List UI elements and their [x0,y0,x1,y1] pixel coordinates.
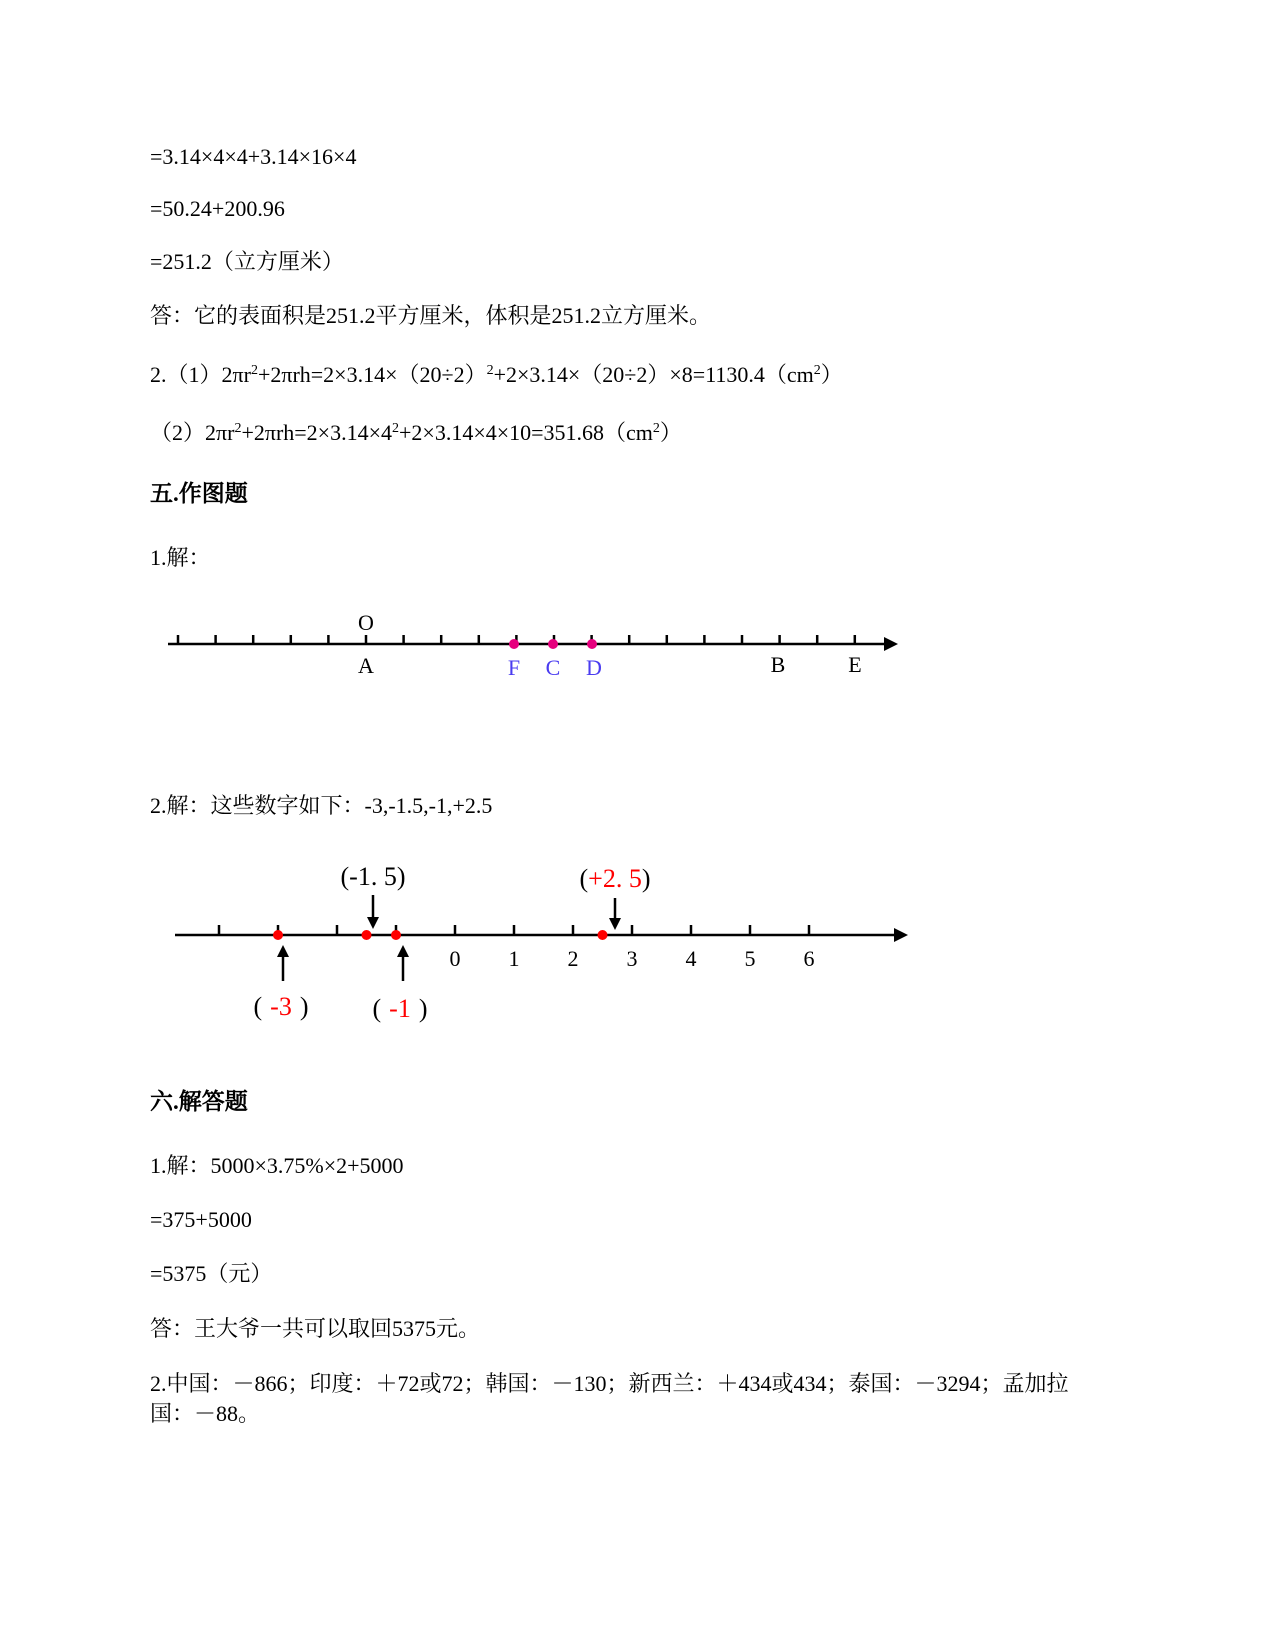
q2p2-sup2: 2 [392,421,399,436]
q2p2-c: +2×3.14×4×10=351.68（cm [399,420,653,445]
callout-m1-open: ( [372,994,382,1023]
axis-2-arrowhead [894,928,908,942]
label-C: C [545,655,561,680]
q2p2-b: +2πrh=2×3.14×4 [241,420,392,445]
section6-q1-line1: 1.解：5000×3.75%×2+5000 [150,1153,404,1178]
label-E: E [848,652,862,677]
section6-q1-line2: =375+5000 [150,1207,252,1232]
arrowhead-up-m3-icon [277,945,289,957]
q2p2-sup1: 2 [234,421,242,436]
q2p1-b: +2πrh=2×3.14×（20÷2） [257,362,487,387]
q2p2-a: （2）2πr [150,420,235,445]
number-line-1 [0,605,1275,705]
callout-m15-value: -1. 5 [349,862,397,891]
axis-2-tick-label: 1 [508,946,520,971]
q2p1-sup2: 2 [486,363,494,378]
axis-2-tick-label: 3 [626,946,638,971]
q2p2-sup3: 2 [652,421,660,436]
label-B: B [770,652,786,677]
axis-2-point [598,930,608,940]
callout-p25 [579,864,650,893]
q2-part1-line [150,362,843,388]
answer-line: 答：它的表面积是251.2平方厘米，体积是251.2立方厘米。 [150,303,712,328]
section5-heading: 五.作图题 [150,481,248,506]
axis-1 [168,637,898,651]
axis-2-tick-label: 5 [744,946,756,971]
axis-2-point [362,930,372,940]
calc-line-3: =251.2（立方厘米） [150,249,344,274]
calc-line-2: =50.24+200.96 [150,196,285,221]
calc-line-1: =3.14×4×4+3.14×16×4 [150,144,357,169]
callout-m15-open: ( [340,862,350,891]
section6-q1-answer: 答：王大爷一共可以取回5375元。 [150,1316,481,1341]
axis-2-tick-label: 4 [685,946,697,971]
arrowhead-up-m1-icon [397,945,409,957]
callout-m3-open: ( [253,992,263,1021]
axis-2-tick-labels [450,946,815,971]
section6-heading: 六.解答题 [150,1089,248,1114]
callout-m3 [253,992,308,1021]
callout-m1 [372,994,427,1023]
label-O: O [358,610,374,635]
q2p1-a: 2.（1）2πr [150,362,251,387]
section5-q2-label: 2.解：这些数字如下：-3,-1.5,-1,+2.5 [150,793,493,818]
callout-m1-value: -1 [389,994,411,1023]
point-C [548,639,558,649]
number-line-2 [0,855,1275,1030]
callout-m15 [340,862,405,891]
label-F: F [507,655,521,680]
label-A: A [358,653,374,678]
point-F [509,639,519,649]
callout-p25-open: ( [579,864,589,893]
q2-part2-line [150,420,682,446]
axis-2 [175,928,908,942]
q2p1-d: ） [820,362,843,387]
section5-q1-label: 1.解： [150,545,211,570]
callout-p25-value: +2. 5 [588,864,642,893]
axis-2-tick-label: 2 [567,946,579,971]
label-D: D [586,655,602,680]
callout-m3-close: ) [299,992,309,1021]
axis-2-tick-label: 0 [449,946,461,971]
q2p2-d: ） [659,420,682,445]
arrowhead-down-m15-icon [367,917,379,929]
arrowhead-down-p25-icon [609,918,621,930]
q2p1-sup3: 2 [813,363,821,378]
callout-p25-close: ) [641,864,651,893]
axis-2-point [391,930,401,940]
q2p1-c: +2×3.14×（20÷2）×8=1130.4（cm [493,362,814,387]
callout-m15-close: ) [396,862,406,891]
axis-1-arrowhead [884,637,898,651]
section6-q1-line3: =5375（元） [150,1261,273,1286]
q2p1-sup1: 2 [250,363,258,378]
section6-q2-text: 2.中国：－866；印度：＋72或72；韩国：－130；新西兰：＋434或434；泰国：－3294；孟加拉国：－88。 [150,1371,1069,1426]
axis-2-tick-label: 6 [803,946,815,971]
axis-2-ticks [219,925,809,935]
callout-m1-close: ) [418,994,428,1023]
point-D [587,639,597,649]
axis-2-point [273,930,283,940]
callout-m3-value: -3 [270,992,292,1021]
